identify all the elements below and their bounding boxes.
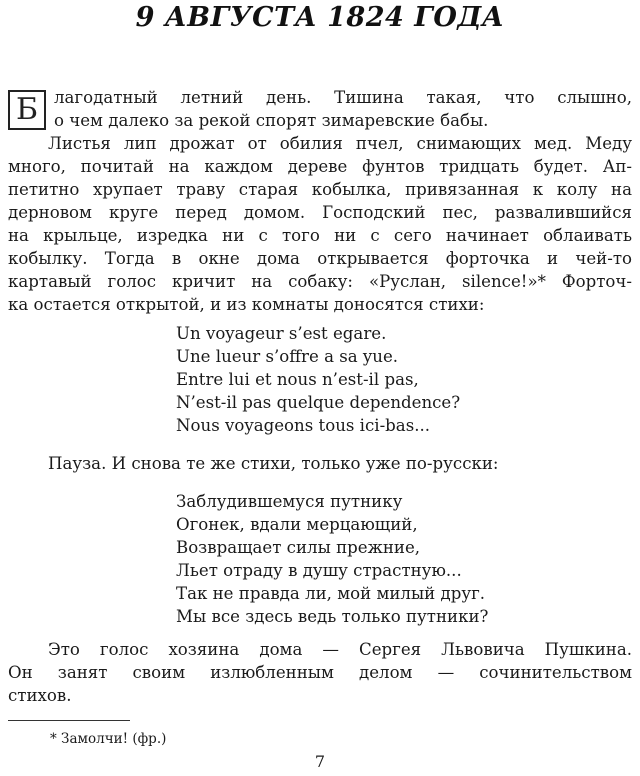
- page-number: 7: [314, 752, 326, 771]
- russian-verse-line-1: Заблудившемуся путнику: [176, 492, 403, 511]
- opening-paragraph: [8, 86, 632, 132]
- french-verse-line-2: Une lueur s’offre a sa yue.: [176, 347, 399, 366]
- para1-line-6: кобылку. Тогда в окне дома открывается форточка и чей-то: [8, 249, 632, 268]
- final-line-1: Это голос хозяина дома — Сергея Львовича Пушкина.: [48, 640, 632, 659]
- final-line-3: стихов.: [8, 686, 72, 705]
- russian-verse-line-6: Мы все здесь ведь только путники?: [176, 607, 489, 626]
- footnote: * Замолчи! (фр.): [50, 731, 167, 747]
- dropcap-letter: Б: [8, 90, 46, 130]
- paragraph-1: [8, 132, 632, 316]
- opening-line-1: лагодатный летний день. Тишина такая, что слышно,: [54, 88, 632, 107]
- russian-verse-line-2: Огонек, вдали мерцающий,: [176, 515, 418, 534]
- russian-verse-line-4: Льет отраду в душу страстную...: [176, 561, 462, 580]
- french-verse-line-1: Un voyageur s’est egare.: [176, 324, 387, 343]
- french-verse-line-5: Nous voyageons tous ici-bas...: [176, 416, 431, 435]
- chapter-heading: 9 АВГУСТА 1824 ГОДА: [135, 2, 505, 33]
- para1-line-4: дерновом круге перед домом. Господский пес, развалившийся: [8, 203, 632, 222]
- russian-verse-line-3: Возвращает силы прежние,: [176, 538, 421, 557]
- para1-line-2: много, почитай на каждом дереве фунтов тридцать будет. Ап-: [8, 157, 632, 176]
- russian-verse: [176, 490, 488, 628]
- final-paragraph: [8, 638, 632, 707]
- para1-line-3: петитно хрупает траву старая кобылка, привязанная к колу на: [8, 180, 632, 199]
- para1-line-8: ка остается открытой, и из комнаты доносятся стихи:: [8, 295, 485, 314]
- pause-paragraph: [8, 452, 632, 475]
- opening-line-2: о чем далеко за рекой спорят зимаревские бабы.: [54, 111, 489, 130]
- pause-line: Пауза. И снова те же стихи, только уже по-русски:: [48, 454, 499, 473]
- para1-line-5: на крыльце, изредка ни с того ни с сего начинает облаивать: [8, 226, 632, 245]
- french-verse-line-3: Entre lui et nous n’est-il pas,: [176, 370, 419, 389]
- para1-line-1: Листья лип дрожат от обилия пчел, снимающих мед. Меду: [48, 134, 632, 153]
- russian-verse-line-5: Так не правда ли, мой милый друг.: [176, 584, 486, 603]
- french-verse-line-4: N’est-il pas quelque dependence?: [176, 393, 461, 412]
- final-line-2: Он занят своим излюбленным делом — сочинительством: [8, 663, 632, 682]
- para1-line-7: картавый голос кричит на собаку: «Руслан, silence!»* Форточ-: [8, 272, 632, 291]
- french-verse: [176, 322, 460, 437]
- footnote-divider: [8, 720, 130, 721]
